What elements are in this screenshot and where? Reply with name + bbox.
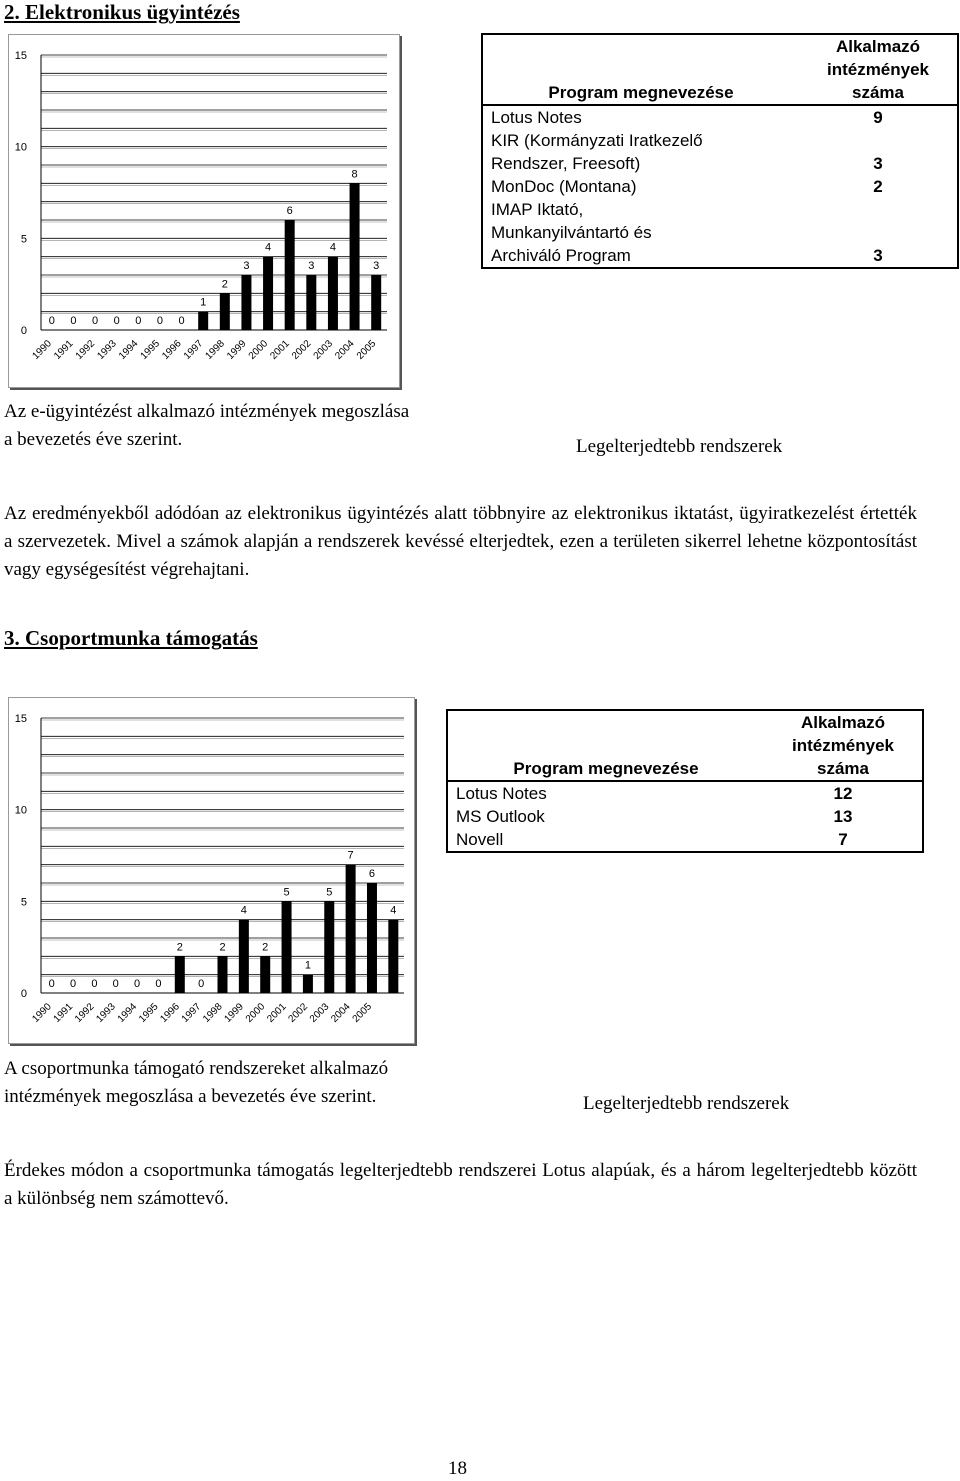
x-tick-label: 1995 bbox=[137, 1001, 161, 1025]
data-label: 4 bbox=[390, 904, 397, 917]
table-row bbox=[447, 781, 923, 805]
data-label: 0 bbox=[135, 315, 142, 327]
chart-caption-2: Az e-ügyintézést alkalmazó intézmények megoszlása a bevezetés éve szerint. bbox=[4, 401, 410, 450]
chart-csoportmunka bbox=[8, 697, 415, 1044]
chart-caption-3: A csoportmunka támogató rendszereket alkalmazó intézmények megoszlása a bevezetés éve szerint. bbox=[4, 1058, 389, 1107]
section-heading-2: 2. Elektronikus ügyintézés bbox=[4, 0, 240, 24]
x-tick-label: 1997 bbox=[179, 1001, 204, 1025]
program-count: 3 bbox=[873, 154, 883, 173]
section-heading-3: 3. Csoportmunka támogatás bbox=[4, 626, 258, 650]
program-table-csoportmunka bbox=[446, 709, 924, 853]
table-row bbox=[482, 198, 958, 268]
table-caption-3: Legelterjedtebb rendszerek bbox=[583, 1093, 790, 1114]
x-tick-label: 1996 bbox=[160, 338, 184, 362]
x-tick-label: 1993 bbox=[95, 338, 119, 362]
x-tick-label: 1996 bbox=[158, 1001, 182, 1025]
bar bbox=[350, 183, 360, 330]
table-row bbox=[482, 175, 958, 198]
x-tick-label: 2002 bbox=[289, 338, 314, 362]
program-name: KIR (Kormányzati Iratkezelő Rendszer, Freesoft) bbox=[491, 131, 703, 173]
page-number: 18 bbox=[448, 1458, 467, 1479]
data-label: 4 bbox=[240, 904, 247, 917]
y-tick-label: 0 bbox=[20, 988, 27, 1000]
data-label: 1 bbox=[200, 296, 207, 309]
data-label: 7 bbox=[347, 849, 354, 862]
program-name: Lotus Notes bbox=[491, 108, 582, 127]
table-row bbox=[482, 129, 958, 175]
program-count: 9 bbox=[873, 108, 883, 127]
data-label: 0 bbox=[48, 978, 55, 990]
chart-eugyintezes bbox=[8, 34, 400, 388]
program-table-eugyintezes bbox=[481, 33, 959, 269]
data-label: 0 bbox=[113, 315, 120, 327]
x-tick-label: 2001 bbox=[265, 1001, 289, 1025]
x-tick-label: 1992 bbox=[73, 338, 98, 362]
x-tick-label: 1993 bbox=[94, 1001, 118, 1025]
y-tick-label: 15 bbox=[14, 713, 27, 725]
program-name: Novell bbox=[456, 830, 504, 849]
data-label: 0 bbox=[92, 315, 99, 327]
x-tick-label: 2004 bbox=[329, 1001, 353, 1025]
x-tick-label: 1994 bbox=[115, 1001, 140, 1025]
y-tick-label: 5 bbox=[20, 233, 27, 246]
data-label: 3 bbox=[308, 260, 315, 272]
data-label: 0 bbox=[134, 978, 141, 990]
header-count: Alkalmazó intézmények száma bbox=[791, 713, 895, 778]
bar bbox=[239, 920, 249, 993]
x-tick-label: 1994 bbox=[116, 338, 141, 362]
x-tick-label: 1990 bbox=[30, 338, 54, 362]
bar bbox=[306, 275, 316, 330]
bar bbox=[285, 220, 295, 330]
bar bbox=[388, 920, 398, 993]
bar bbox=[198, 312, 208, 330]
x-tick-label: 2005 bbox=[354, 338, 379, 362]
data-label: 2 bbox=[176, 941, 183, 954]
data-label: 6 bbox=[368, 868, 376, 880]
table-caption-2: Legelterjedtebb rendszerek bbox=[576, 436, 783, 457]
table-row bbox=[447, 805, 923, 828]
program-name: MonDoc (Montana) bbox=[491, 177, 637, 196]
program-name: MS Outlook bbox=[456, 807, 545, 826]
x-tick-label: 2001 bbox=[268, 338, 292, 362]
bar bbox=[346, 865, 356, 993]
data-label: 0 bbox=[112, 978, 119, 990]
data-label: 2 bbox=[262, 941, 269, 954]
program-count: 3 bbox=[873, 246, 883, 265]
x-tick-label: 1998 bbox=[201, 1001, 225, 1025]
data-label: 0 bbox=[198, 978, 205, 990]
x-tick-label: 2003 bbox=[307, 1001, 332, 1025]
y-tick-label: 10 bbox=[14, 804, 27, 817]
bar bbox=[260, 956, 270, 993]
bar bbox=[241, 275, 251, 330]
program-count: 2 bbox=[873, 177, 883, 196]
table-row bbox=[482, 105, 958, 129]
bar bbox=[324, 901, 334, 993]
bar bbox=[218, 956, 228, 993]
x-tick-label: 2004 bbox=[333, 338, 357, 362]
paragraph-2: Az eredményekből adódóan az elektronikus ügyintézés alatt többnyire az elektronikus iktatást, ügyiratkezelést értették a szervezetek. Mivel a számok alapján a rendszerek kevéssé elterjedtek, ezen a területen sikerrel lehetne központosítást vagy egységesítést végrehajtani. bbox=[4, 503, 917, 580]
data-label: 0 bbox=[91, 978, 98, 990]
x-tick-label: 2000 bbox=[246, 338, 271, 362]
data-label: 8 bbox=[351, 168, 358, 181]
data-label: 0 bbox=[48, 315, 55, 327]
data-label: 6 bbox=[286, 205, 293, 217]
x-tick-label: 1991 bbox=[52, 338, 76, 362]
y-tick-label: 10 bbox=[14, 141, 27, 154]
paragraph-3: Érdekes módon a csoportmunka támogatás legelterjedtebb rendszerei Lotus alapúak, és a három legelterjedtebb között a különbség nem számottevő. bbox=[4, 1160, 917, 1209]
program-name: Lotus Notes bbox=[456, 784, 547, 803]
bar bbox=[303, 975, 313, 993]
bar-chart-svg bbox=[9, 698, 414, 1043]
data-label: 0 bbox=[178, 315, 185, 327]
data-label: 2 bbox=[219, 941, 226, 954]
y-tick-label: 0 bbox=[20, 325, 27, 337]
x-tick-label: 1991 bbox=[51, 1001, 76, 1025]
table-row bbox=[447, 828, 923, 852]
data-label: 3 bbox=[373, 260, 380, 272]
x-tick-label: 1999 bbox=[222, 1001, 246, 1025]
x-tick-label: 1995 bbox=[138, 338, 163, 362]
data-label: 5 bbox=[283, 886, 290, 899]
program-count: 12 bbox=[833, 784, 853, 803]
data-label: 0 bbox=[155, 978, 162, 990]
data-label: 0 bbox=[70, 315, 77, 327]
x-tick-label: 2000 bbox=[243, 1001, 268, 1025]
bar bbox=[175, 956, 185, 993]
x-tick-label: 2003 bbox=[311, 338, 336, 362]
bar bbox=[367, 883, 377, 993]
x-tick-label: 1998 bbox=[203, 338, 227, 362]
x-tick-label: 2005 bbox=[350, 1001, 375, 1025]
x-tick-label: 2002 bbox=[286, 1001, 311, 1025]
x-tick-label: 1990 bbox=[30, 1001, 54, 1025]
bar bbox=[371, 275, 381, 330]
y-tick-label: 15 bbox=[14, 50, 27, 62]
header-count: Alkalmazó intézmények száma bbox=[826, 37, 930, 102]
data-label: 0 bbox=[156, 315, 163, 327]
bar bbox=[282, 901, 292, 993]
bar bbox=[328, 257, 338, 330]
data-label: 0 bbox=[69, 978, 77, 990]
header-program: Program megnevezése bbox=[548, 83, 734, 102]
data-label: 4 bbox=[265, 241, 272, 254]
x-tick-label: 1999 bbox=[225, 338, 249, 362]
bar bbox=[220, 293, 230, 330]
program-count: 7 bbox=[838, 830, 848, 849]
data-label: 5 bbox=[326, 886, 333, 899]
program-name: IMAP Iktató, Munkanyilvántartó és Archiváló Program bbox=[491, 200, 652, 265]
bar-chart-svg bbox=[9, 35, 399, 387]
data-label: 2 bbox=[221, 278, 228, 291]
y-tick-label: 5 bbox=[20, 896, 27, 909]
header-program: Program megnevezése bbox=[513, 759, 699, 778]
bar bbox=[263, 257, 273, 330]
data-label: 3 bbox=[243, 260, 250, 272]
program-count: 13 bbox=[833, 807, 853, 826]
x-tick-label: 1992 bbox=[72, 1001, 97, 1025]
data-label: 1 bbox=[304, 959, 311, 972]
x-tick-label: 1997 bbox=[181, 338, 206, 362]
data-label: 4 bbox=[329, 241, 336, 254]
